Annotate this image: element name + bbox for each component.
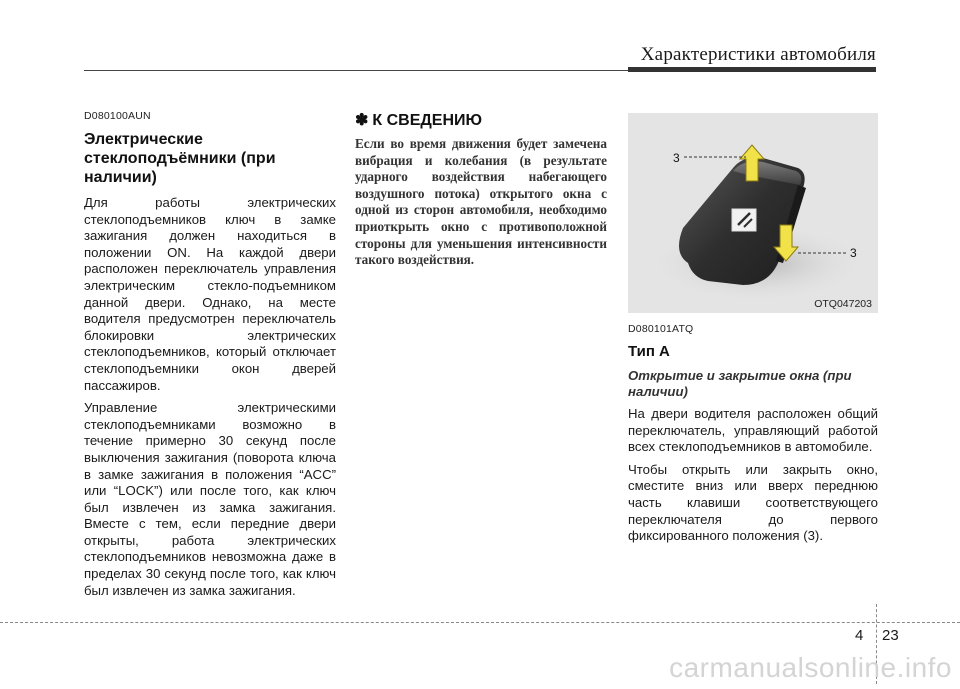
watermark: carmanualsonline.info (669, 652, 952, 683)
note-body: Если во время движения будет замечена вибрация и колебания (в результате ударного воздействия набегающего воздушного потока) открытого окна с одной из сторон автомобиля, необходимо приоткрыть окно с противоположной стороны для уменьшения интенсивности такого воздействия. (355, 136, 607, 268)
section-code: D080101ATQ (628, 323, 694, 335)
note-star-icon: ✽ (355, 112, 369, 129)
paragraph: Для работы электрических стеклоподъемников ключ в замке зажигания должен находиться в положении ON. На каждой двери расположен переключатель управления электрическим стекло-подъемником данной двери. Однако, на месте водителя предусмотрен переключатель блокировки электрических стеклоподъемников, который отключает стеклоподъемники окон дверей пассажиров. (84, 195, 336, 393)
section-heading: Электрические стеклоподъёмники (при наличии) (84, 131, 276, 186)
window-switch-figure (628, 113, 878, 313)
section-title: Характеристики автомобиля (640, 44, 876, 65)
right-column (628, 110, 878, 551)
window-icon (732, 209, 756, 231)
page-number: 23 (882, 627, 899, 644)
window-switch-illustration (628, 113, 878, 313)
chapter-number: 4 (855, 627, 864, 644)
header-accent-bar (628, 67, 876, 72)
section-subheading: Открытие и закрытие окна (при наличии) (628, 368, 852, 399)
note-title: К СВЕДЕНИЮ (372, 112, 483, 129)
figure-code: OTQ047203 (814, 298, 872, 310)
left-column (84, 110, 336, 605)
paragraph: Управление электрическими стеклоподъемниками возможно в течение примерно 30 секунд после выключения зажигания (поворота ключа в замке зажигания в положения “ACC” или “LOCK”) или после того, как ключ был извлечен из замка зажигания. Вместе с тем, если передние двери открыты, работа электрических стеклоподъемников невозможна даже в пределах 30 секунд после того, как ключ был извлечен из замка зажигания. (84, 400, 336, 598)
paragraph: На двери водителя расположен общий переключатель, управляющий работой всех стеклоподъемников в автомобиле. (628, 406, 878, 455)
paragraph: Чтобы открыть или закрыть окно, сместите вниз или вверх переднюю часть клавиши соответствующего переключателя до первого фиксированного положения (3). (628, 461, 878, 544)
section-code: D080100AUN (84, 110, 151, 122)
callout-label-top: 3 (673, 151, 680, 165)
callout-label-bottom: 3 (850, 246, 857, 260)
section-heading: Тип А (628, 343, 670, 360)
middle-column (355, 110, 607, 269)
footer-rule (0, 622, 960, 623)
note-heading (355, 110, 607, 130)
